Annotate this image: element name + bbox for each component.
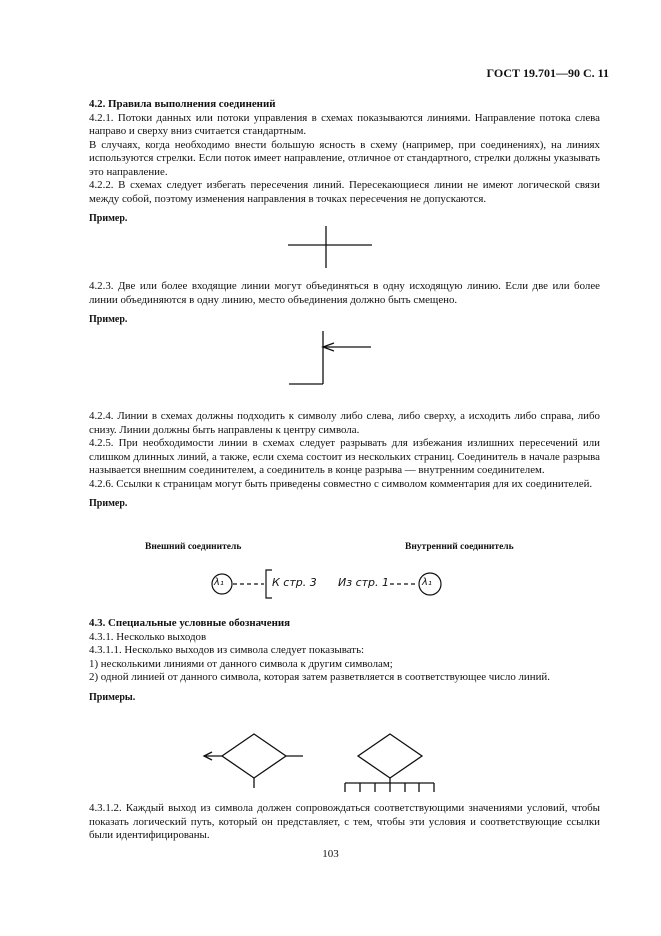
paragraph: 4.2.5. При необходимости линии в схемах следует разрывать для избежания излишних пересечений или слишком длинных линий, а также, если схема состоит из нескольких страниц. Соединитель в начале разрыва называется внешним соединителем, а соединитель в конце разрыва — внутренним соединителем. [89,437,600,476]
section-4-2-4-text [89,410,600,511]
example-label: Пример. [89,213,128,224]
list-item: 2) одной линией от данного символа, которая затем разветвляется в соответствующее число линий. [89,671,550,683]
paragraph: 4.3.1. Несколько выходов [89,630,207,643]
outer-page-ref: К стр. 3 [272,576,317,589]
inner-connector-label: Внутренний соединитель [405,542,514,552]
merging-lines-figure [283,328,383,400]
section-4-2-3-text [89,280,600,327]
paragraph: 4.2.2. В схемах следует избегать пересечения линий. Пересекающиеся линии не имеют логической связи между собой, поэтому изменения направления в точках пересечения не допускаются. [89,179,600,205]
paragraph: В случаях, когда необходимо внести большую ясность в схему (например, при соединениях), на линиях используются стрелки. Если поток имеет направление, отличное от стандартного, стрелки должны указывать это направление. [89,138,600,178]
paragraph: 4.2.6. Ссылки к страницам могут быть приведены совместно с символом комментария для их соединителей. [89,477,593,490]
section-4-2-text [89,98,600,226]
outer-connector-symbol: λ₁ [214,577,224,588]
list-item: 1) несколькими линиями от данного символа к другим символам; [89,657,393,670]
paragraph: 4.2.3. Две или более входящие линии могут объединяться в одну исходящую линию. Если две или более линии объединяются в одну линию, место объединения должно быть смещено. [89,280,600,306]
paragraph: 4.3.1.2. Каждый выход из символа должен сопровождаться соответствующими значениями условий, чтобы показать логический путь, который он представляет, с тем, чтобы эти условия и соответствующие ссылки были идентифицированы. [89,802,600,841]
paragraph: 4.3.1.1. Несколько выходов из символа следует показывать: [89,644,365,656]
section-title: 4.3. Специальные условные обозначения [89,617,291,629]
example-label: Пример. [89,314,128,325]
example-label: Пример. [89,498,128,509]
page-header: ГОСТ 19.701—90 С. 11 [486,66,609,80]
section-title: 4.2. Правила выполнения соединений [89,98,276,110]
inner-connector-symbol: λ₁ [422,577,432,588]
inner-page-ref: Из стр. 1 [338,576,390,589]
crossing-lines-figure [280,224,380,270]
paragraph: 4.2.4. Линии в схемах должны подходить к символу либо слева, либо сверху, а исходить либо справа, либо снизу. Линии должны быть направлены к центру символа. [89,410,600,436]
paragraph: 4.2.1. Потоки данных или потоки управления в схемах показываются линиями. Направление потока слева направо и сверху вниз считается стандартным. [89,111,600,137]
connectors-figure [210,566,490,606]
section-4-3-text [89,617,600,704]
page-number: 103 [322,848,339,860]
example-label: Примеры. [89,691,136,703]
section-4-3-1-2-text [89,802,600,843]
outer-connector-label: Внешний соединитель [145,542,242,552]
multiple-exits-figure [198,726,478,796]
